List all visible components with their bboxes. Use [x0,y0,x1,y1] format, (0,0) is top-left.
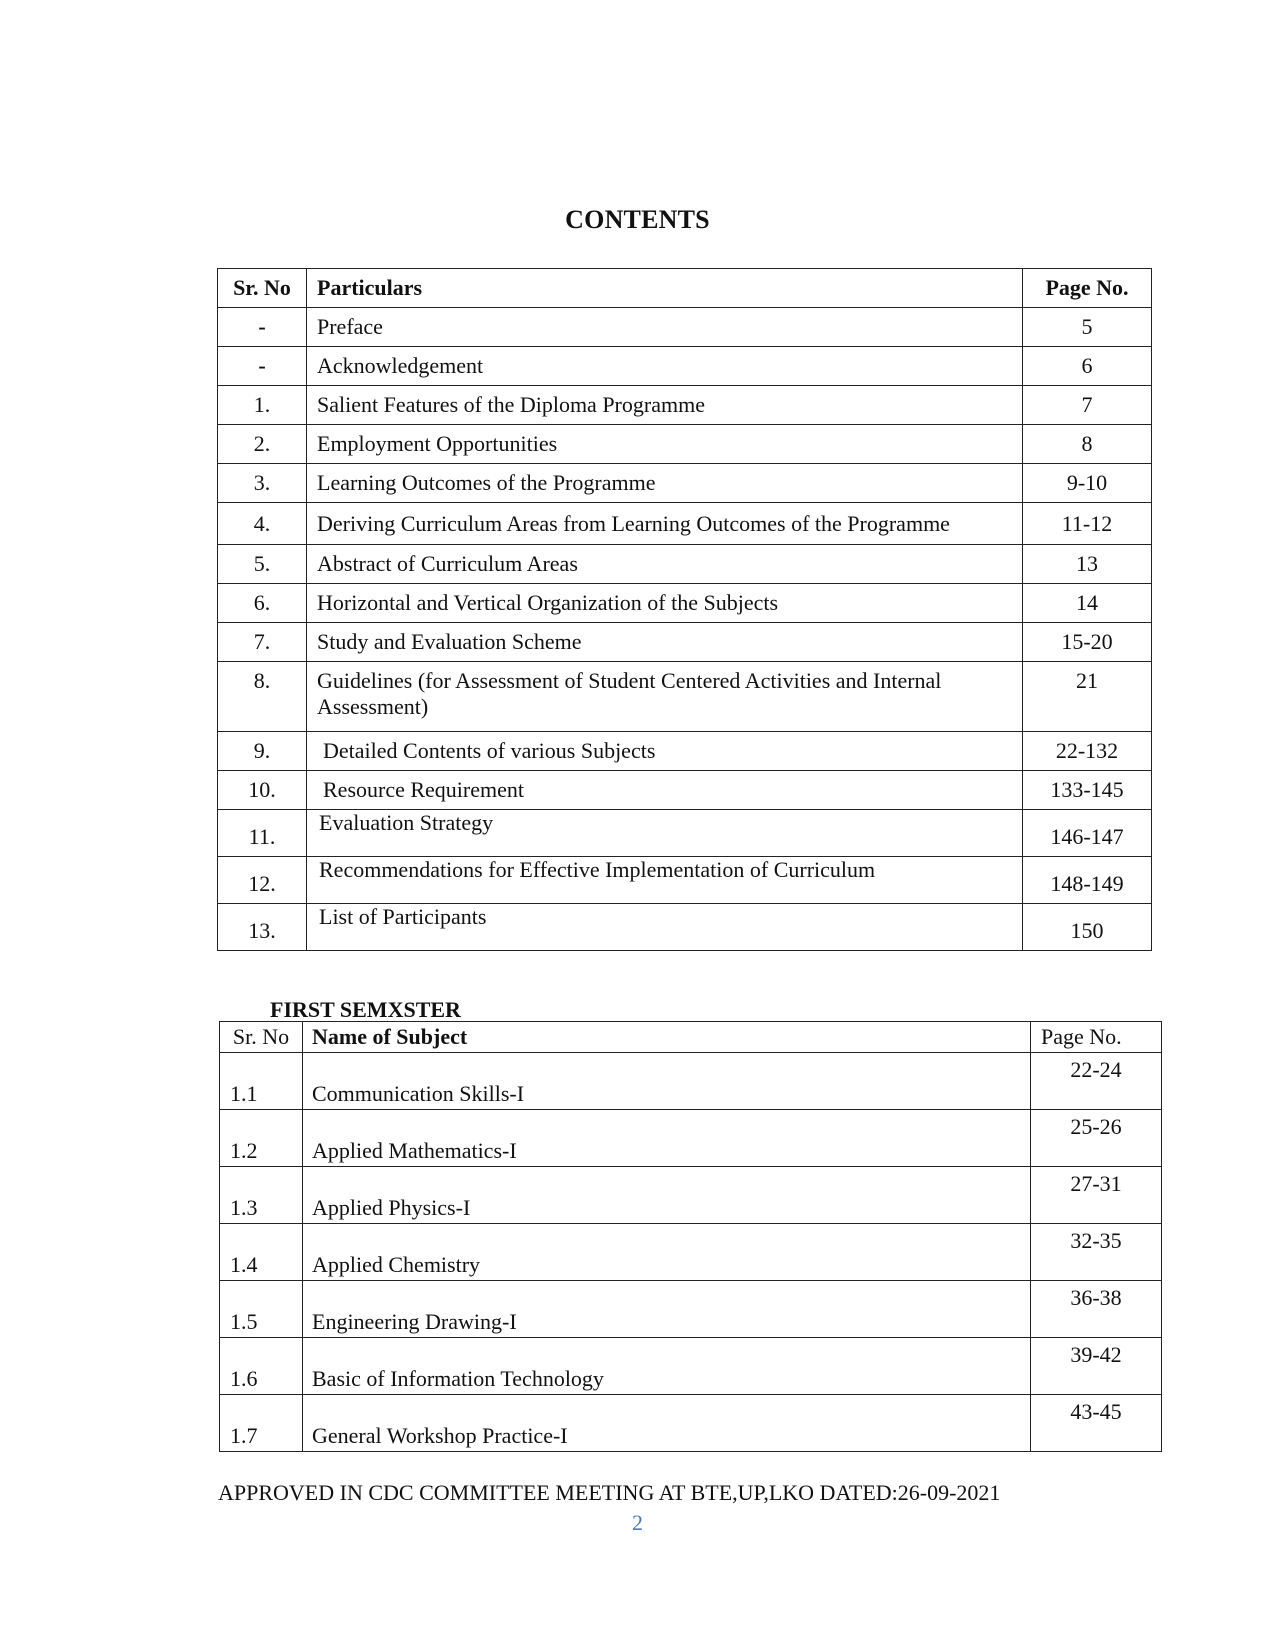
particulars-cell: Preface [307,308,1023,347]
column-header-name-of-subject: Name of Subject [303,1022,1031,1053]
table-row [218,810,1152,857]
sr-no-cell: 13. [218,904,307,951]
subject-name-cell: General Workshop Practice-I [303,1395,1031,1452]
page-title: CONTENTS [565,205,710,234]
particulars-cell: Acknowledgement [307,347,1023,386]
subject-name-cell: Communication Skills-I [303,1053,1031,1110]
table-row [218,623,1152,662]
particulars-cell: Horizontal and Vertical Organization of the Subjects [307,584,1023,623]
page-no-cell: 8 [1023,425,1152,464]
particulars-cell: Employment Opportunities [307,425,1023,464]
sr-no-cell: 1.1 [220,1053,303,1110]
sr-no-cell: 1.3 [220,1167,303,1224]
page-no-cell: 14 [1023,584,1152,623]
page-no-cell: 11-12 [1023,503,1152,545]
sr-no-cell: - [218,308,307,347]
page-no-cell: 146-147 [1023,810,1152,857]
sr-no-cell: 1.2 [220,1110,303,1167]
page-no-cell: 133-145 [1023,771,1152,810]
particulars-cell: List of Participants [307,904,1023,951]
sr-no-cell: - [218,347,307,386]
sr-no-cell: 10. [218,771,307,810]
page-no-cell: 5 [1023,308,1152,347]
table-row [218,545,1152,584]
contents-header-row [218,269,1152,308]
table-row [218,904,1152,951]
sr-no-cell: 12. [218,857,307,904]
page-no-cell: 22-132 [1023,732,1152,771]
table-row [218,857,1152,904]
table-row [218,347,1152,386]
page-no-cell: 21 [1023,662,1152,732]
particulars-cell: Abstract of Curriculum Areas [307,545,1023,584]
particulars-cell: Resource Requirement [307,771,1023,810]
page-no-cell: 7 [1023,386,1152,425]
semester-table [219,1021,1162,1452]
particulars-cell: Study and Evaluation Scheme [307,623,1023,662]
semester-heading: FIRST SEMXSTER [270,997,461,1022]
table-row [220,1395,1162,1452]
sr-no-cell: 9. [218,732,307,771]
page-no-cell: 15-20 [1023,623,1152,662]
column-header-particulars: Particulars [307,269,1023,308]
sr-no-cell: 1.5 [220,1281,303,1338]
sr-no-cell: 2. [218,425,307,464]
page-no-cell: 25-26 [1031,1110,1162,1167]
table-row [218,464,1152,503]
page-no-cell: 148-149 [1023,857,1152,904]
table-row [220,1224,1162,1281]
sr-no-cell: 3. [218,464,307,503]
column-header-sr-no: Sr. No [218,269,307,308]
sr-no-cell: 7. [218,623,307,662]
sr-no-cell: 1.4 [220,1224,303,1281]
page-no-cell: 22-24 [1031,1053,1162,1110]
table-row [220,1281,1162,1338]
sr-no-cell: 5. [218,545,307,584]
subject-name-cell: Applied Chemistry [303,1224,1031,1281]
table-row [218,771,1152,810]
sr-no-cell: 11. [218,810,307,857]
table-row [218,386,1152,425]
page-no-cell: 36-38 [1031,1281,1162,1338]
page-no-cell: 32-35 [1031,1224,1162,1281]
column-header-page-no: Page No. [1031,1022,1162,1053]
subject-name-cell: Applied Mathematics-I [303,1110,1031,1167]
particulars-cell: Detailed Contents of various Subjects [307,732,1023,771]
approval-footer: APPROVED IN CDC COMMITTEE MEETING AT BTE,UP,LKO DATED:26-09-2021 [218,1480,1001,1505]
particulars-cell: Recommendations for Effective Implementation of Curriculum [307,857,1023,904]
semester-header-row [220,1022,1162,1053]
sr-no-cell: 1.6 [220,1338,303,1395]
table-row [218,308,1152,347]
column-header-page-no: Page No. [1023,269,1152,308]
page-no-cell: 6 [1023,347,1152,386]
subject-name-cell: Applied Physics-I [303,1167,1031,1224]
page-no-cell: 27-31 [1031,1167,1162,1224]
page-no-cell: 13 [1023,545,1152,584]
sr-no-cell: 6. [218,584,307,623]
particulars-cell: Evaluation Strategy [307,810,1023,857]
page-no-cell: 150 [1023,904,1152,951]
page-number: 2 [632,1510,643,1535]
table-row [218,732,1152,771]
table-row [218,584,1152,623]
page-no-cell: 9-10 [1023,464,1152,503]
table-row [218,425,1152,464]
particulars-cell: Deriving Curriculum Areas from Learning Outcomes of the Programme [307,503,1023,545]
sr-no-cell: 1.7 [220,1395,303,1452]
table-row [220,1053,1162,1110]
column-header-sr-no: Sr. No [220,1022,303,1053]
sr-no-cell: 1. [218,386,307,425]
table-row [220,1338,1162,1395]
particulars-cell: Salient Features of the Diploma Programme [307,386,1023,425]
subject-name-cell: Basic of Information Technology [303,1338,1031,1395]
sr-no-cell: 8. [218,662,307,732]
page-no-cell: 43-45 [1031,1395,1162,1452]
contents-table [217,268,1152,951]
table-row [220,1110,1162,1167]
table-row [218,503,1152,545]
page-no-cell: 39-42 [1031,1338,1162,1395]
particulars-cell: Learning Outcomes of the Programme [307,464,1023,503]
sr-no-cell: 4. [218,503,307,545]
table-row [220,1167,1162,1224]
table-row [218,662,1152,732]
subject-name-cell: Engineering Drawing-I [303,1281,1031,1338]
particulars-cell: Guidelines (for Assessment of Student Centered Activities and Internal Assessment) [307,662,1023,732]
